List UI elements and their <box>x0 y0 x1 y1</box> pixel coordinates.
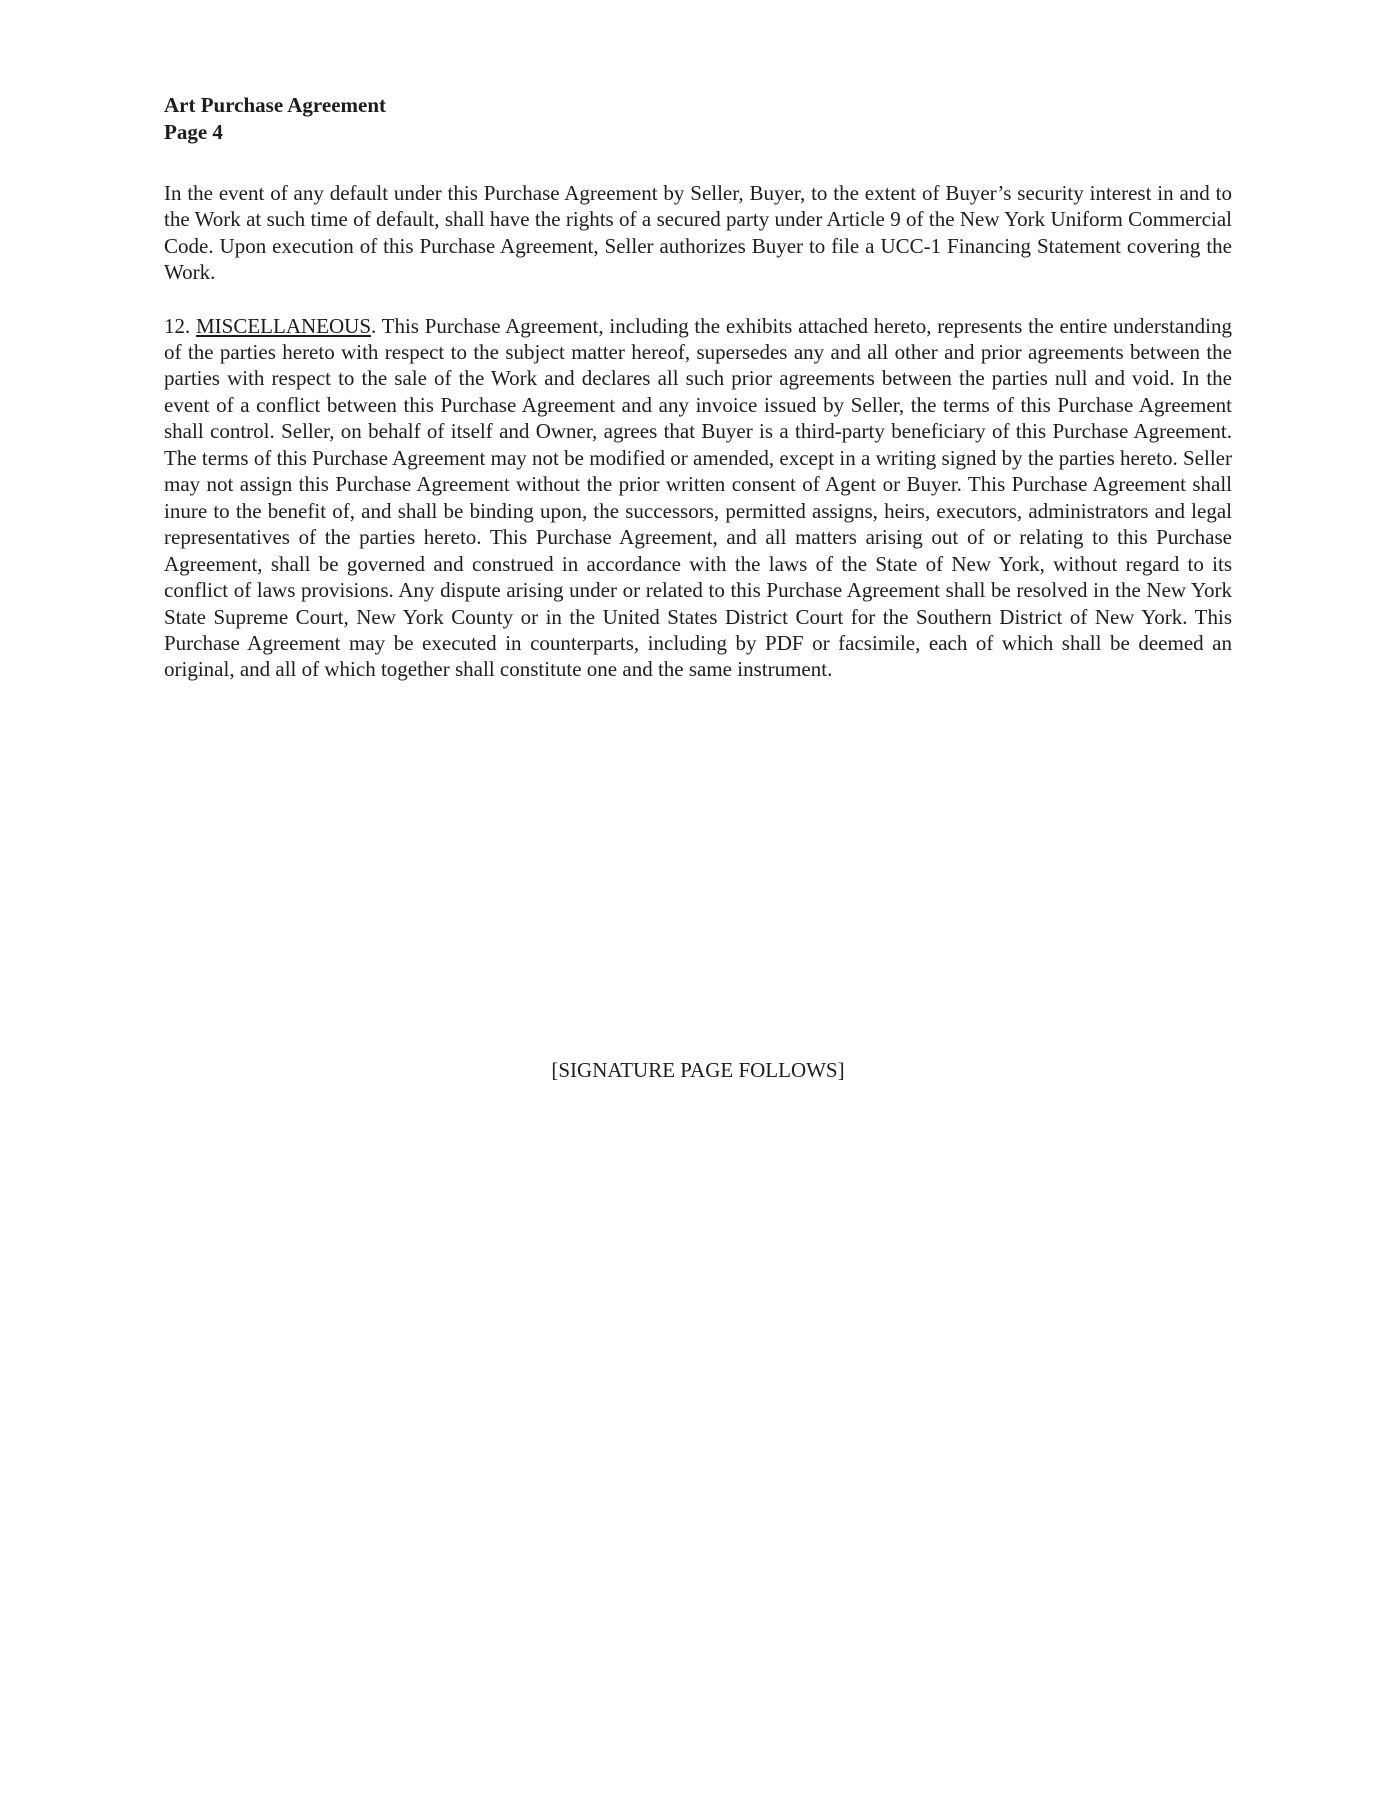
paragraph-miscellaneous-clause <box>164 313 1232 683</box>
signature-page-note: [SIGNATURE PAGE FOLLOWS] <box>551 1058 845 1082</box>
page-number-label: Page 4 <box>164 119 223 144</box>
section-heading-miscellaneous: MISCELLANEOUS <box>196 313 372 338</box>
paragraph-default-clause-text: In the event of any default under this Purchase Agreement by Seller, Buyer, to the extent of Buyer’s security interest in and to the Work at such time of default, shall have the rights of a secured party under Article 9 of the New York Uniform Commercial Code. Upon execution of this Purchase Agreement, Seller authorizes Buyer to file a UCC-1 Financing Statement covering the Work. <box>164 180 1232 285</box>
document-title: Art Purchase Agreement <box>164 93 386 117</box>
document-header <box>164 92 1232 146</box>
section-number: 12. <box>164 313 196 338</box>
paragraph-miscellaneous-text: . This Purchase Agreement, including the exhibits attached hereto, represents the entire understanding of the parties hereto with respect to the subject matter hereof, supersedes any and all other and prior agreements between the parties with respect to the sale of the Work and declares all such prior agreements between the parties null and void. In the event of a conflict between this Purchase Agreement and any invoice issued by Seller, the terms of this Purchase Agreement shall control. Seller, on behalf of itself and Owner, agrees that Buyer is a third-party beneficiary of this Purchase Agreement. The terms of this Purchase Agreement may not be modified or amended, except in a writing signed by the parties hereto. Seller may not assign this Purchase Agreement without the prior written consent of Agent or Buyer. This Purchase Agreement shall inure to the benefit of, and shall be binding upon, the successors, permitted assigns, heirs, executors, administrators and legal representatives of the parties hereto. This Purchase Agreement, and all matters arising out of or relating to this Purchase Agreement, shall be governed and construed in accordance with the laws of the State of New York, without regard to its conflict of laws provisions. Any dispute arising under or related to this Purchase Agreement shall be resolved in the New York State Supreme Court, New York County or in the United States District Court for the Southern District of New York. This Purchase Agreement may be executed in counterparts, including by PDF or facsimile, each of which shall be deemed an original, and all of which together shall constitute one and the same instrument. <box>164 313 1233 682</box>
paragraph-default-clause <box>164 180 1232 286</box>
